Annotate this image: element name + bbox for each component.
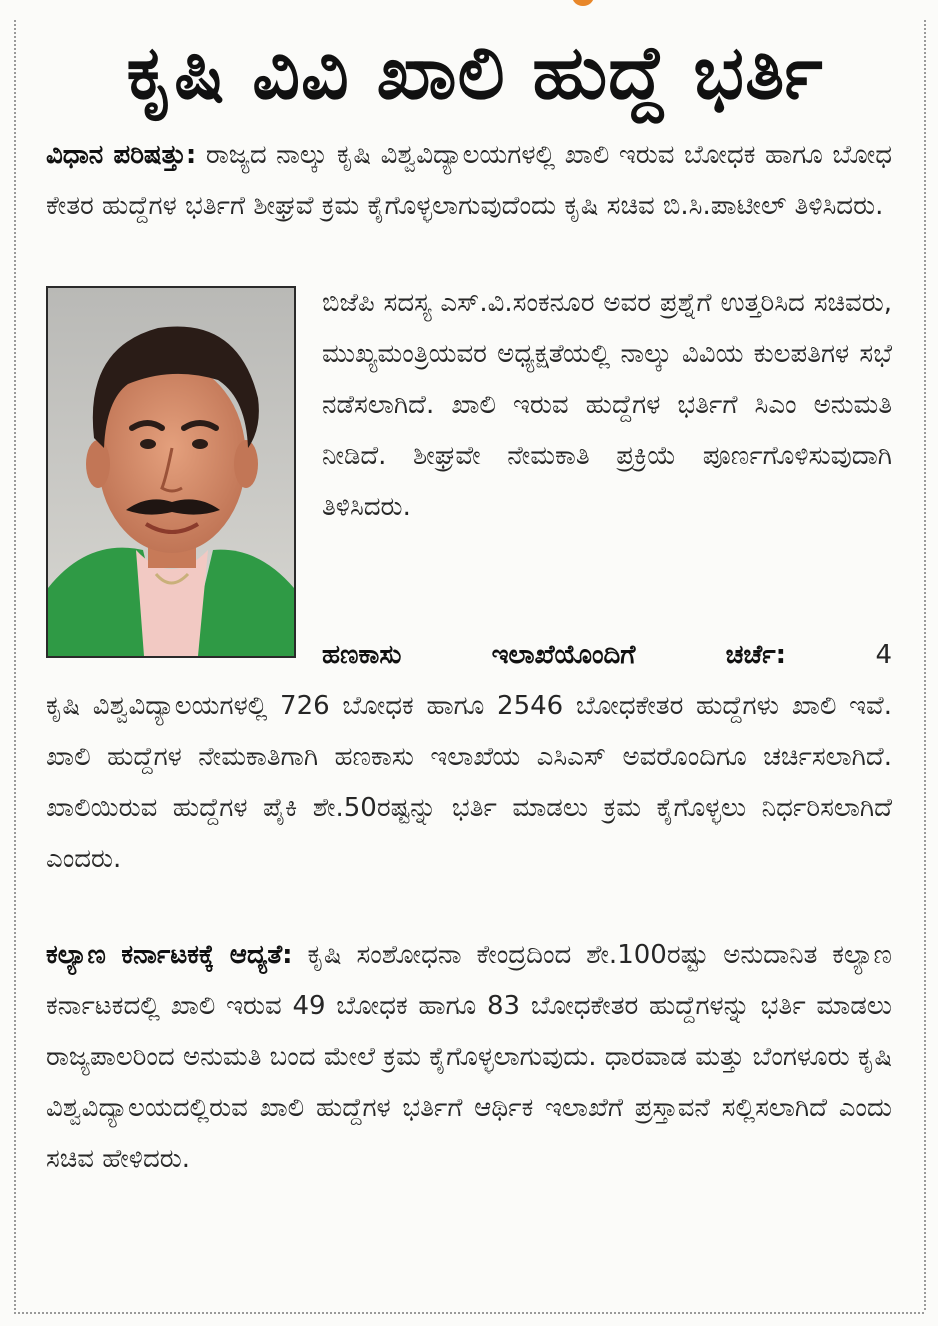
clipped-masthead-strip <box>0 0 938 8</box>
kalyana-paragraph <box>46 930 892 1185</box>
minister-portrait-image <box>48 288 294 656</box>
dateline: ವಿಧಾನ ಪರಿಷತ್ತು: <box>46 140 197 170</box>
kalyana-text: ಕೃಷಿ ಸಂಶೋಧನಾ ಕೇಂದ್ರದಿಂದ ಶೇ.100ರಷ್ಟು ಅನುದಾನಿತ ಕಲ್ಯಾಣ ಕರ್ನಾಟಕದಲ್ಲಿ ಖಾಲಿ ಇರುವ 49 ಬೋಧಕ ಹಾಗೂ 83 ಬೋಧಕೇತರ ಹುದ್ದೆಗಳನ್ನು ಭರ್ತಿ ಮಾಡಲು ರಾಜ್ಯಪಾಲರಿಂದ ಅನುಮತಿ ಬಂದ ಮೇಲೆ ಕ್ರಮ ಕೈಗೊಳ್ಳಲಾಗುವುದು. ಧಾರವಾಡ ಮತ್ತು ಬೆಂಗಳೂರು ಕೃಷಿ ವಿಶ್ವವಿದ್ಯಾಲಯದಲ್ಲಿರುವ ಖಾಲಿ ಹುದ್ದೆಗಳ ಭರ್ತಿಗೆ ಆರ್ಥಿಕ ಇಲಾಖೆಗೆ ಪ್ರಸ್ತಾವನೆ ಸಲ್ಲಿಸಲಾಗಿದೆ ಎಂದು ಸಚಿವ ಹೇಳಿದರು. <box>46 940 892 1174</box>
bottom-dotted-border <box>14 1312 924 1314</box>
minister-photo <box>46 286 296 658</box>
intro-paragraph <box>46 130 892 232</box>
finance-text-start: 4 <box>875 640 892 670</box>
right-dotted-border <box>924 20 926 1310</box>
side-paragraph: ಬಿಜೆಪಿ ಸದಸ್ಯ ಎಸ್.ವಿ.ಸಂಕನೂರ ಅವರ ಪ್ರಶ್ನೆಗೆ ಉತ್ತರಿಸಿದ ಸಚಿವರು, ಮುಖ್ಯಮಂತ್ರಿಯವರ ಅಧ್ಯಕ್ಷತೆಯಲ್ಲಿ ನಾಲ್ಕು ವಿವಿಯ ಕುಲಪತಿಗಳ ಸಭೆ ನಡೆಸಲಾಗಿದೆ. ಖಾಲಿ ಇರುವ ಹುದ್ದೆಗಳ ಭರ್ತಿಗೆ ಸಿಎಂ ಅನುಮತಿ ನೀಡಿದೆ. ಶೀಘ್ರವೇ ನೇಮಕಾತಿ ಪ್ರಕ್ರಿಯೆ ಪೂರ್ಣಗೊಳಿಸುವುದಾಗಿ ತಿಳಿಸಿದರು. <box>322 288 892 522</box>
finance-subhead-line <box>322 630 892 681</box>
left-dotted-border <box>14 20 16 1310</box>
finance-subhead: ಹಣಕಾಸು ಇಲಾಖೆಯೊಂದಿಗೆ ಚರ್ಚೆ: <box>322 640 787 670</box>
masthead-logo-fragment <box>572 0 594 6</box>
kalyana-subhead: ಕಲ್ಯಾಣ ಕರ್ನಾಟಕಕ್ಕೆ ಆದ್ಯತೆ: <box>46 940 293 970</box>
masthead-cut-text <box>600 0 938 8</box>
finance-paragraph: ಕೃಷಿ ವಿಶ್ವವಿದ್ಯಾಲಯಗಳಲ್ಲಿ 726 ಬೋಧಕ ಹಾಗೂ 2546 ಬೋಧಕೇತರ ಹುದ್ದೆಗಳು ಖಾಲಿ ಇವೆ. ಖಾಲಿ ಹುದ್ದೆಗಳ ನೇಮಕಾತಿಗಾಗಿ ಹಣಕಾಸು ಇಲಾಖೆಯ ಎಸಿಎಸ್ ಅವರೊಂದಿಗೂ ಚರ್ಚಿಸಲಾಗಿದೆ. ಖಾಲಿಯಿರುವ ಹುದ್ದೆಗಳ ಪೈಕಿ ಶೇ.50ರಷ್ಟನ್ನು ಭರ್ತಿ ಮಾಡಲು ಕ್ರಮ ಕೈಗೊಳ್ಳಲು ನಿರ್ಧರಿಸಲಾಗಿದೆ ಎಂದರು. <box>46 691 892 874</box>
intro-text: ರಾಜ್ಯದ ನಾಲ್ಕು ಕೃಷಿ ವಿಶ್ವವಿದ್ಯಾಲಯಗಳಲ್ಲಿ ಖಾಲಿ ಇರುವ ಬೋಧಕ ಹಾಗೂ ಬೋಧ ಕೇತರ ಹುದ್ದೆಗಳ ಭರ್ತಿಗೆ ಶೀಘ್ರವೆ ಕ್ರಮ ಕೈಗೊಳ್ಳಲಾಗುವುದೆಂದು ಕೃಷಿ ಸಚಿವ ಬಿ.ಸಿ.ಪಾಟೀಲ್ ತಿಳಿಸಿದರು. <box>46 140 893 221</box>
article-headline: ಕೃಷಿ ವಿವಿ ಖಾಲಿ ಹುದ್ದೆ ಭರ್ತಿ <box>126 30 824 116</box>
